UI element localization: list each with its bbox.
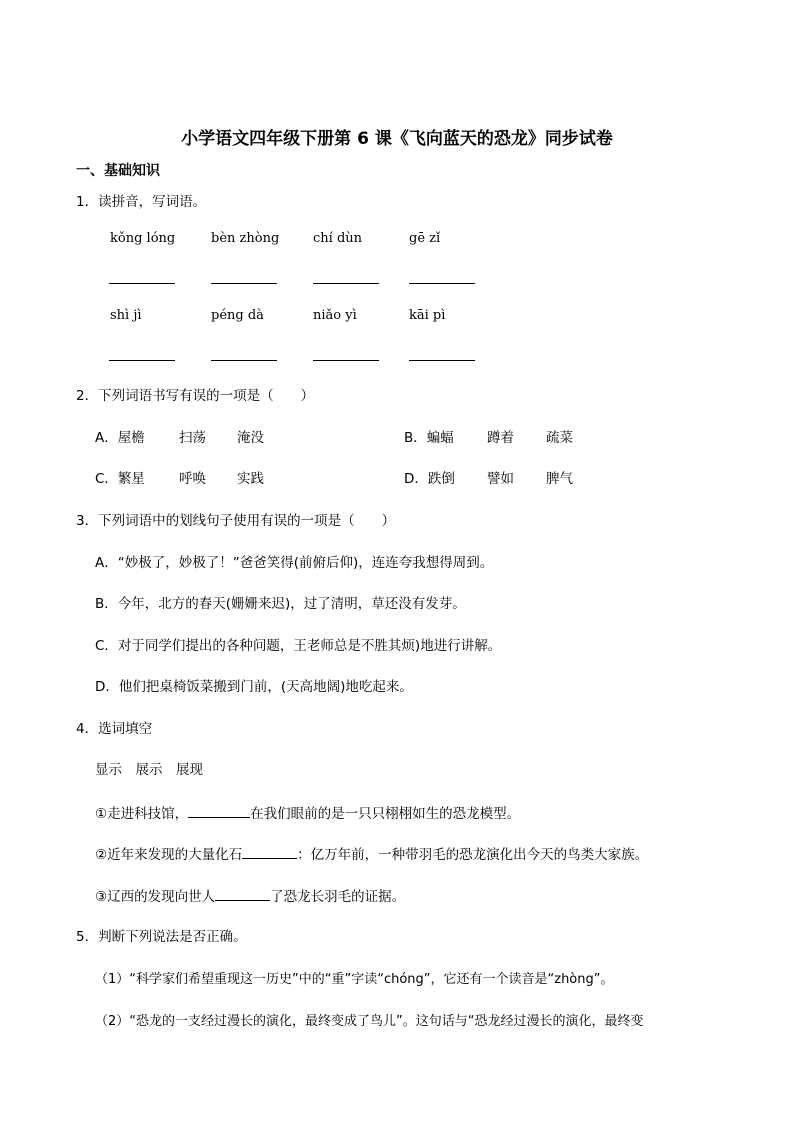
pinyin-7: niǎo yì: [313, 308, 357, 323]
answer-blank[interactable]: [109, 283, 175, 284]
word-choices: 显示 展示 展现: [95, 762, 203, 778]
fill-sentence-1: [95, 806, 520, 822]
fill-sentence-3: [95, 889, 405, 905]
section-heading: 一、基础知识: [76, 163, 160, 179]
option-a-word: 扫荡: [179, 430, 206, 446]
option-a-word: 淹没: [237, 430, 264, 446]
fill-blank[interactable]: [242, 847, 297, 859]
answer-blank[interactable]: [313, 360, 379, 361]
pinyin-3: chí dùn: [313, 231, 363, 246]
answer-blank[interactable]: [211, 360, 277, 361]
fill-sentence-2: [95, 847, 648, 863]
answer-blank[interactable]: [211, 283, 277, 284]
question-3-stem: 3．下列词语中的划线句子使用有误的一项是（ ）: [76, 513, 396, 529]
question-4-stem: 4．选词填空: [76, 721, 153, 737]
pinyin-8: kāi pì: [409, 308, 446, 323]
option-b-word: 疏菜: [546, 430, 573, 446]
fill-blank[interactable]: [215, 889, 270, 901]
judge-item-2: （2）“恐龙的一支经过漫长的演化，最终变成了鸟儿”。这句话与“恐龙经过漫长的演化，最终变: [95, 1014, 644, 1029]
question-3-option-a: A．“妙极了，妙极了！”爸爸笑得(前俯后仰)，连连夸我想得周到。: [95, 555, 494, 571]
pinyin-1: kǒng lóng: [110, 231, 176, 246]
option-c-word: 实践: [237, 471, 264, 487]
option-a-word: A．屋檐: [95, 430, 145, 446]
page-title: 小学语文四年级下册第 6 课《飞向蓝天的恐龙》同步试卷: [181, 129, 613, 149]
option-b-word: B．蝙蝠: [404, 430, 454, 446]
question-5-stem: 5．判断下列说法是否正确。: [76, 929, 247, 945]
fill-sentence-3-start: ③辽西的发现向世人: [95, 889, 216, 905]
question-3-option-c: C．对于同学们提出的各种问题，王老师总是不胜其烦)地进行讲解。: [95, 638, 502, 654]
answer-blank[interactable]: [109, 360, 175, 361]
option-d-word: D．跌倒: [404, 471, 455, 487]
pinyin-6: péng dà: [211, 308, 264, 323]
option-d-word: 譬如: [487, 471, 514, 487]
answer-blank[interactable]: [409, 283, 475, 284]
pinyin-2: bèn zhòng: [211, 231, 280, 246]
question-3-option-b: B．今年，北方的春天(姗姗来迟)，过了清明，草还没有发芽。: [95, 596, 466, 612]
pinyin-5: shì jì: [110, 308, 142, 323]
fill-sentence-1-start: ①走进科技馆，: [95, 806, 189, 822]
fill-blank[interactable]: [188, 806, 250, 818]
question-1-stem: 1．读拼音，写词语。: [76, 194, 207, 210]
answer-blank[interactable]: [409, 360, 475, 361]
fill-sentence-3-end: 了恐龙长羽毛的证据。: [270, 889, 406, 905]
option-c-word: 呼唤: [179, 471, 206, 487]
option-d-word: 脾气: [546, 471, 573, 487]
answer-blank[interactable]: [313, 283, 379, 284]
fill-sentence-1-end: 在我们眼前的是一只只栩栩如生的恐龙模型。: [250, 806, 521, 822]
option-b-word: 蹲着: [487, 430, 514, 446]
question-2-stem: 2．下列词语书写有误的一项是（ ）: [76, 388, 315, 404]
fill-sentence-2-start: ②近年来发现的大量化石: [95, 847, 243, 863]
option-c-word: C．繁星: [95, 471, 145, 487]
fill-sentence-2-end: ：亿万年前，一种带羽毛的恐龙演化出今天的鸟类大家族。: [297, 847, 649, 863]
pinyin-4: gē zǐ: [409, 231, 441, 246]
question-3-option-d: D．他们把桌椅饭菜搬到门前，(天高地阔)地吃起来。: [95, 679, 413, 695]
judge-item-1: （1）“科学家们希望重现这一历史”中的“重”字读“chóng”，它还有一个读音是“zhòng”。: [95, 972, 614, 987]
